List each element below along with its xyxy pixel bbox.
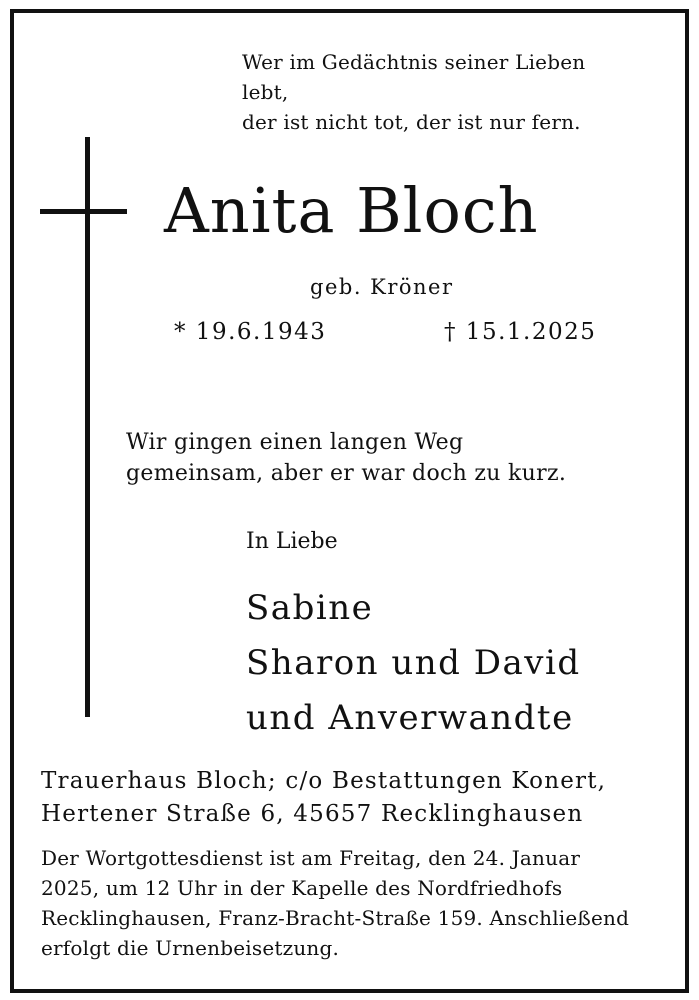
verse bbox=[126, 427, 646, 489]
service-line: 2025, um 12 Uhr in der Kapelle des Nordfriedhofs bbox=[41, 876, 563, 900]
service-line: Der Wortgottesdienst ist am Freitag, den 24. Januar bbox=[41, 846, 581, 870]
obituary-frame bbox=[10, 9, 689, 993]
motto-line: Wer im Gedächtnis seiner Lieben lebt, bbox=[242, 50, 586, 104]
birth-date: * 19.6.1943 bbox=[174, 319, 327, 345]
motto bbox=[242, 47, 622, 137]
cross-icon bbox=[85, 137, 90, 717]
verse-line: Wir gingen einen langen Weg bbox=[126, 430, 464, 455]
verse-line: gemeinsam, aber er war doch zu kurz. bbox=[126, 461, 567, 486]
in-love-intro: In Liebe bbox=[246, 529, 338, 554]
deceased-name: Anita Bloch bbox=[164, 174, 539, 247]
mourner-line: Sabine bbox=[246, 588, 374, 628]
mourning-address bbox=[41, 765, 681, 831]
service-line: erfolgt die Urnenbeisetzung. bbox=[41, 936, 340, 960]
death-date: † 15.1.2025 bbox=[444, 319, 597, 345]
motto-line: der ist nicht tot, der ist nur fern. bbox=[242, 110, 581, 134]
mourner-line: Sharon und David bbox=[246, 643, 581, 683]
mourner-line: und Anverwandte bbox=[246, 698, 574, 738]
mourners bbox=[246, 581, 581, 746]
service-info bbox=[41, 843, 671, 963]
address-line: Trauerhaus Bloch; c/o Bestattungen Konert, bbox=[41, 768, 607, 794]
cross-icon-bar bbox=[40, 209, 127, 214]
address-line: Hertener Straße 6, 45657 Recklinghausen bbox=[41, 801, 584, 827]
service-line: Recklinghausen, Franz-Bracht-Straße 159. Anschließend bbox=[41, 906, 630, 930]
maiden-name: geb. Kröner bbox=[310, 275, 454, 299]
